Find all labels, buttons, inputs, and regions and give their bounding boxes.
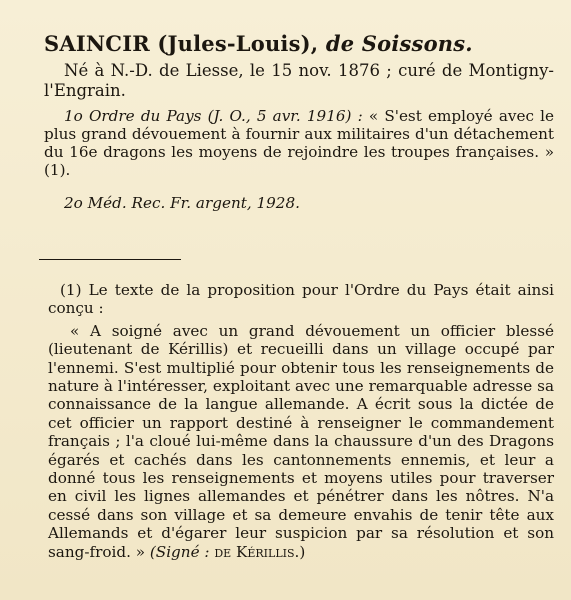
person-name: SAINCIR (Jules-Louis),	[44, 31, 319, 56]
biography-entry	[44, 30, 554, 227]
citation-paragraph	[44, 107, 554, 179]
footnote-quote-text: « A soigné avec un grand dévouement un officier blessé (lieutenant de Kérillis) et recueilli dans un village occupé par l'ennemi. S'est multiplié pour obtenir tous les renseignements de nature à l'intéresser, exploitant avec une remarquable adresse sa connaissance de la langue allemande. A écrit sous la dictée de cet officier un rapport destiné à renseigner le commandement français ; l'a cloué lui-même dans la chaussure d'un des Dragons égarés et cachés dans les cantonnements ennemis, et leur a donné tous les renseignements et moyens utiles pour traverser en civil les lignes allemandes et pénétrer dans les nôtres. N'a cessé dans son village et sa demeure envahis de tenir tête aux Allemands et d'égarer leur suspicion par sa résolution et son sang-froid. »	[48, 321, 554, 561]
medal-line: 2o Méd. Rec. Fr. argent, 1928.	[64, 194, 300, 213]
citation-text: « S'est employé avec le plus grand dévouement à fournir aux militaires d'un détachement du 16e dragons les moyens de rejoindre les troupes françaises. » (1).	[44, 107, 554, 179]
citation-reference: 1o Ordre du Pays (J. O., 5 avr. 1916) :	[64, 107, 363, 125]
signature-prefix: (Signé :	[149, 542, 210, 561]
signature-name: de Kérillis.	[214, 542, 300, 561]
footnote-divider	[39, 259, 181, 260]
footnote-intro: (1) Le texte de la proposition pour l'Ordre du Pays était ainsi conçu :	[48, 281, 554, 318]
signature-suffix: )	[299, 542, 306, 561]
footnote	[48, 281, 554, 561]
birth-details: Né à N.-D. de Liesse, le 15 nov. 1876 ; curé de Montigny-l'Engrain.	[44, 61, 554, 100]
footnote-quote	[48, 322, 554, 561]
entry-heading	[44, 30, 554, 58]
person-origin: de Soissons.	[325, 31, 473, 56]
